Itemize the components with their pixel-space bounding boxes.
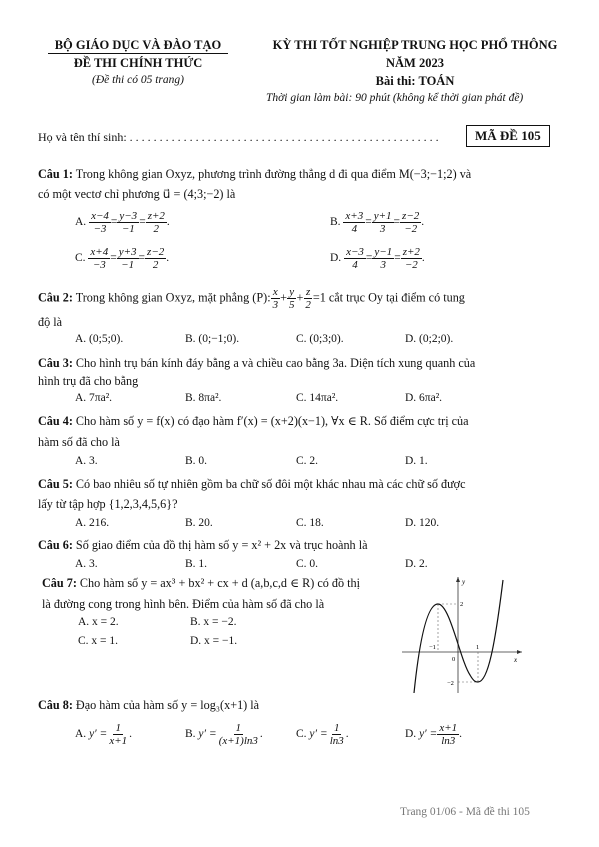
- fraction: $\frac{z}{2}$: [305, 286, 311, 311]
- x-axis-label: x: [514, 656, 518, 664]
- option-letter: B.: [330, 216, 341, 229]
- option-letter: C.: [75, 252, 86, 265]
- q3-option-c[interactable]: C. 14πa².: [296, 392, 339, 404]
- question-1-text-2: có một vectơ chỉ phương u⃗ = (4;3;−2) là: [38, 187, 236, 201]
- fraction: $\frac{y}{5}$: [288, 286, 295, 311]
- q4-option-c[interactable]: C. 2.: [296, 455, 319, 467]
- fraction: $\frac{1}{\ln 3}$: [329, 722, 344, 747]
- q2-option-c[interactable]: C. (0;3;0).: [296, 333, 344, 345]
- q2-option-b[interactable]: B. (0;−1;0).: [185, 333, 240, 345]
- fraction: $\frac{y+3}{-1}$: [118, 246, 137, 271]
- question-2-text-2: độ là: [38, 315, 63, 329]
- question-8: [38, 697, 259, 713]
- x-axis-arrow: [517, 650, 522, 654]
- question-4-text-1: Cho hàm số y = f(x) có đạo hàm f′(x) = (x+2)(x−1), ∀x ∈ R. Số điểm cực trị của: [75, 414, 469, 428]
- q8-option-a[interactable]: A. y′ = $\frac{1}{x+1}$ .: [75, 722, 133, 747]
- fraction: $\frac{z-2}{2}$: [147, 246, 165, 271]
- question-3-text-2: hình trụ đã cho bằng: [38, 374, 139, 388]
- fraction: $\frac{x-4}{-3}$: [91, 210, 109, 235]
- option-letter: C.: [296, 728, 307, 741]
- q3-option-b[interactable]: B. 8πa².: [185, 392, 222, 404]
- question-3-label: Câu 3:: [38, 356, 73, 370]
- question-4-text-2: hàm số đã cho là: [38, 435, 120, 449]
- question-6-text-1: Số giao điểm của đồ thị hàm số y = x² + 2x và trục hoành là: [75, 538, 368, 552]
- question-5-label: Câu 5:: [38, 477, 73, 491]
- question-2-text: Trong không gian Oxyz, mặt phẳng (P):: [75, 290, 271, 305]
- fraction: $\frac{x+3}{4}$: [345, 210, 364, 235]
- exam-subject: Bài thi: TOÁN: [375, 74, 455, 88]
- option-letter: D.: [330, 252, 342, 265]
- question-3: [38, 355, 475, 371]
- question-2-label: Câu 2:: [38, 290, 73, 305]
- q6-option-c[interactable]: C. 0.: [296, 558, 319, 570]
- q6-option-a[interactable]: A. 3.: [75, 558, 98, 570]
- fraction: $\frac{y+1}{3}$: [373, 210, 392, 235]
- exam-year: NĂM 2023: [386, 56, 444, 70]
- cubic-curve: [414, 580, 503, 693]
- official-label: ĐỀ THI CHÍNH THỨC: [73, 56, 203, 70]
- question-1-label: Câu 1:: [38, 167, 73, 181]
- ministry-title: BỘ GIÁO DỤC VÀ ĐÀO TẠO: [54, 38, 222, 52]
- q8-option-b[interactable]: B. y′ = $\frac{1}{(x+1)\ln 3}$ .: [185, 722, 263, 747]
- question-7-text-2: là đường cong trong hình bên. Điểm của hàm số đã cho là: [42, 597, 325, 611]
- candidate-name-line: Họ và tên thí sinh: . . . . . . . . . . . . . . . . . . . . . . . . . . . . . . . . . . . . . . . . . . . . . . . . . . . .: [38, 130, 439, 144]
- q7-option-b[interactable]: B. x = −2.: [190, 616, 237, 628]
- question-4: [38, 413, 469, 429]
- question-4-label: Câu 4:: [38, 414, 73, 428]
- fraction: $\frac{x}{3}$: [272, 286, 279, 311]
- y-axis-arrow: [456, 577, 460, 582]
- q6-option-d[interactable]: D. 2.: [405, 558, 428, 570]
- fraction: $\frac{z+2}{2}$: [147, 210, 165, 235]
- question-5: [38, 476, 466, 492]
- ministry-underline: [48, 53, 228, 54]
- q5-option-c[interactable]: C. 18.: [296, 517, 324, 529]
- question-5-text-1: Có bao nhiêu số tự nhiên gồm ba chữ số đôi một khác nhau mà các chữ số được: [75, 477, 466, 491]
- question-7-label: Câu 7:: [42, 576, 77, 590]
- fraction: $\frac{z+2}{-2}$: [402, 246, 420, 271]
- fraction: $\frac{y-1}{3}$: [374, 246, 393, 271]
- pages-note: (Đề thi có 05 trang): [92, 74, 184, 86]
- option-letter: A.: [75, 216, 87, 229]
- q3-option-a[interactable]: A. 7πa².: [75, 392, 113, 404]
- q1-option-a[interactable]: A. $\frac{x-4}{-3}$ = $\frac{y-3}{-1}$ = $\frac{z+2}{2}$ .: [75, 210, 170, 235]
- q8-option-d[interactable]: D. y′ = $\frac{x+1}{\ln 3}$ .: [405, 722, 463, 747]
- q1-option-d[interactable]: D. $\frac{x-3}{4}$ = $\frac{y-1}{3}$ = $\frac{z+2}{-2}$ .: [330, 246, 425, 271]
- q3-option-d[interactable]: D. 6πa².: [405, 392, 443, 404]
- fraction: $\frac{y-3}{-1}$: [119, 210, 138, 235]
- fraction: $\frac{1}{x+1}$: [109, 722, 128, 747]
- q5-option-d[interactable]: D. 120.: [405, 517, 440, 529]
- question-2: Câu 2: Trong không gian Oxyz, mặt phẳng (P): $\frac{x}{3}$ + $\frac{y}{5}$ + $\frac{z}{2}$ =1 cắt trục Oy tại điểm có tung: [38, 286, 465, 311]
- fraction: $\frac{x+1}{\ln 3}$: [439, 722, 458, 747]
- option-letter: B.: [185, 728, 196, 741]
- q4-option-a[interactable]: A. 3.: [75, 455, 98, 467]
- q4-option-d[interactable]: D. 1.: [405, 455, 428, 467]
- fraction: $\frac{x+4}{-3}$: [90, 246, 109, 271]
- y-axis-label: y: [462, 578, 466, 586]
- q5-option-a[interactable]: A. 216.: [75, 517, 110, 529]
- q2-option-d[interactable]: D. (0;2;0).: [405, 333, 454, 345]
- origin-label: 0: [452, 656, 456, 663]
- q5-option-b[interactable]: B. 20.: [185, 517, 213, 529]
- page-footer: Trang 01/06 - Mã đề thi 105: [400, 806, 530, 818]
- cubic-graph: [400, 575, 525, 695]
- question-7: [42, 575, 360, 591]
- option-letter: A.: [75, 728, 87, 741]
- question-8-label: Câu 8:: [38, 698, 73, 712]
- question-1: [38, 166, 471, 182]
- q2-option-a[interactable]: A. (0;5;0).: [75, 333, 124, 345]
- question-7-text-1: Cho hàm số y = ax³ + bx² + cx + d (a,b,c,d ∈ R) có đồ thị: [79, 576, 361, 590]
- fraction: $\frac{x-3}{4}$: [346, 246, 364, 271]
- q7-option-c[interactable]: C. x = 1.: [78, 635, 119, 647]
- question-1-text-1: Trong không gian Oxyz, phương trình đường thẳng d đi qua điểm M(−3;−1;2) và: [75, 167, 472, 181]
- x-tick-1: 1: [476, 644, 480, 651]
- q1-option-c[interactable]: C. $\frac{x+4}{-3}$ = $\frac{y+3}{-1}$ = $\frac{z-2}{2}$ .: [75, 246, 170, 271]
- exam-time: Thời gian làm bài: 90 phút (không kể thời gian phát đề): [266, 92, 524, 104]
- question-6: [38, 537, 368, 553]
- q6-option-b[interactable]: B. 1.: [185, 558, 208, 570]
- question-6-label: Câu 6:: [38, 538, 73, 552]
- exam-code-box: MÃ ĐỀ 105: [466, 125, 550, 147]
- fraction: $\frac{z-2}{-2}$: [402, 210, 420, 235]
- q4-option-b[interactable]: B. 0.: [185, 455, 208, 467]
- y-tick-2: 2: [460, 601, 464, 608]
- question-8-text-1: Đạo hàm của hàm số y = log₃(x+1) là: [75, 698, 260, 712]
- x-tick-neg1: −1: [429, 644, 436, 651]
- q1-option-b[interactable]: B. $\frac{x+3}{4}$ = $\frac{y+1}{3}$ = $\frac{z-2}{-2}$ .: [330, 210, 425, 235]
- y-tick-neg2: −2: [447, 680, 454, 687]
- q8-option-c[interactable]: C. y′ = $\frac{1}{\ln 3}$ .: [296, 722, 349, 747]
- question-3-text-1: Cho hình trụ bán kính đáy bằng a và chiều cao bằng 3a. Diện tích xung quanh của: [75, 356, 476, 370]
- question-5-text-2: lấy từ tập hợp {1,2,3,4,5,6}?: [38, 497, 178, 511]
- option-letter: D.: [405, 728, 417, 741]
- q7-option-d[interactable]: D. x = −1.: [190, 635, 238, 647]
- q7-option-a[interactable]: A. x = 2.: [78, 616, 119, 628]
- exam-title: KỲ THI TỐT NGHIỆP TRUNG HỌC PHỔ THÔNG: [272, 38, 558, 52]
- fraction: $\frac{1}{(x+1)\ln 3}$: [218, 722, 258, 747]
